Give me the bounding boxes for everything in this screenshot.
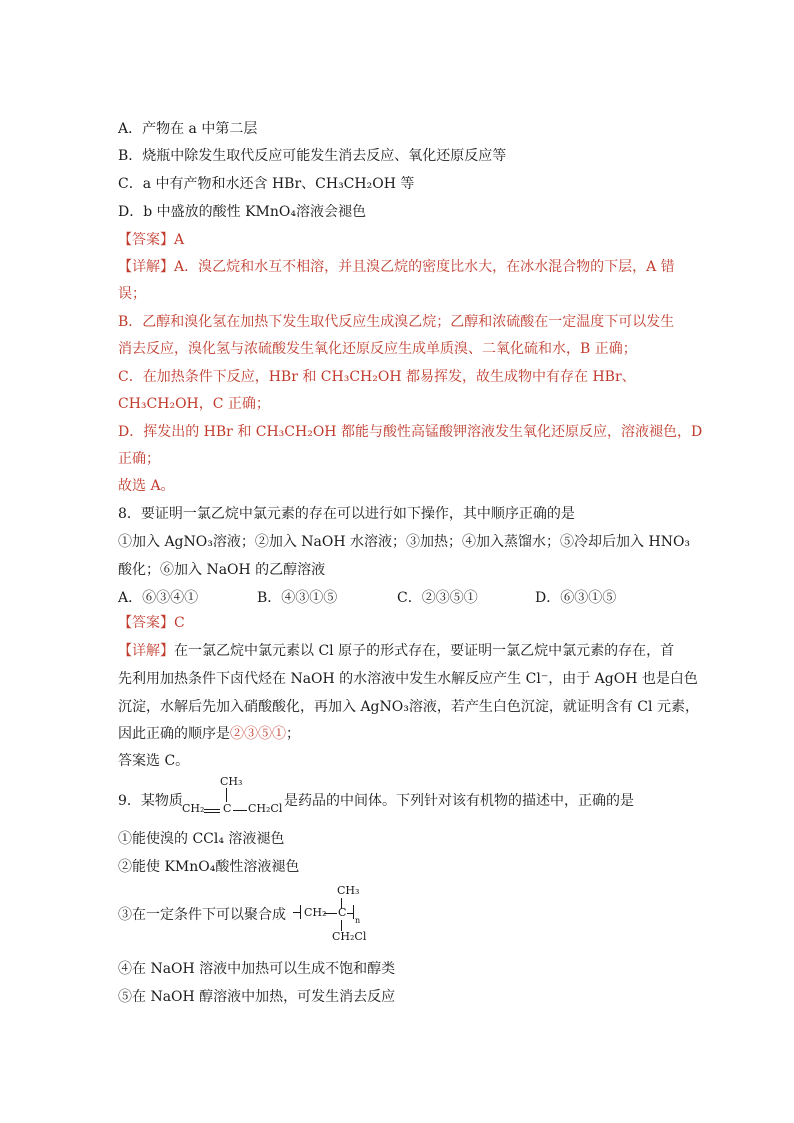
answer-tag: 【答案】 bbox=[118, 232, 174, 248]
q7-option-d: D．b 中盛放的酸性 KMnO₄溶液会褪色 bbox=[118, 204, 366, 220]
bond bbox=[324, 913, 337, 914]
q7-option-a: A．产物在 a 中第二层 bbox=[118, 121, 258, 137]
q9-item-2: ②能使 KMnO₄酸性溶液褪色 bbox=[118, 859, 300, 875]
q8-answer-line bbox=[118, 614, 185, 632]
q9-item-4: ④在 NaOH 溶液中加热可以生成不饱和醇类 bbox=[118, 961, 396, 977]
analysis-text: ； bbox=[286, 726, 300, 742]
bond bbox=[226, 788, 227, 802]
q7-analysis-line bbox=[118, 258, 675, 276]
bracket-right bbox=[353, 905, 354, 919]
carbon-atom: C bbox=[338, 906, 347, 919]
q8-option-b: B．④③①⑤ bbox=[257, 590, 338, 606]
q8-analysis-line bbox=[118, 725, 300, 743]
bracket-left bbox=[300, 905, 301, 919]
analysis-tag: 【详解】 bbox=[118, 643, 174, 659]
analysis-tag: 【详解】 bbox=[118, 259, 174, 275]
q7-analysis-line: 正确； bbox=[118, 451, 160, 467]
q8-analysis-line bbox=[118, 642, 674, 660]
q7-analysis-line: 误； bbox=[118, 286, 146, 302]
answer-value: A bbox=[174, 232, 185, 248]
methyl-group: CH₃ bbox=[220, 775, 243, 788]
q9-stem-suffix: 是药品的中间体。下列针对该有机物的描述中，正确的是 bbox=[284, 793, 634, 809]
q8-steps-line-2: 酸化；⑥加入 NaOH 的乙醇溶液 bbox=[118, 562, 326, 578]
methyl-group: CH₃ bbox=[337, 884, 360, 897]
answer-value: C bbox=[174, 615, 185, 631]
q7-option-b: B．烧瓶中除发生取代反应可能发生消去反应、氧化还原反应等 bbox=[118, 148, 507, 164]
q7-answer-line bbox=[118, 231, 184, 249]
ch2cl-group: CH₂Cl bbox=[332, 930, 367, 943]
q7-analysis-line: B．乙醇和溴化氢在加热下发生取代反应生成溴乙烷；乙醇和浓硫酸在一定温度下可以发生 bbox=[118, 314, 675, 330]
analysis-text: 因此正确的顺序是 bbox=[118, 726, 230, 742]
q8-analysis-line: 沉淀，水解后先加入硝酸酸化，再加入 AgNO₃溶液，若产生白色沉淀，就证明含有 Cl 元素， bbox=[118, 699, 699, 715]
q7-conclusion: 故选 A。 bbox=[118, 478, 175, 494]
q8-steps-line-1: ①加入 AgNO₃溶液；②加入 NaOH 水溶液；③加热；④加入蒸馏水；⑤冷却后加入 HNO₃ bbox=[118, 534, 691, 550]
q8-analysis-line: 先利用加热条件下卤代烃在 NaOH 的水溶液中发生水解反应产生 Cl⁻，由于 AgOH 也是白色 bbox=[118, 671, 698, 687]
structural-formula-1 bbox=[180, 775, 285, 815]
q9-item-3: ③在一定条件下可以聚合成 bbox=[118, 907, 286, 923]
q8-option-d: D．⑥③①⑤ bbox=[535, 590, 617, 606]
correct-order: ②③⑤① bbox=[230, 726, 286, 742]
q9-item-5: ⑤在 NaOH 醇溶液中加热，可发生消去反应 bbox=[118, 989, 396, 1005]
ch2-group: CH₂ bbox=[182, 802, 205, 815]
analysis-text: A．溴乙烷和水互不相溶，并且溴乙烷的密度比水大，在冰水混合物的下层，A 错 bbox=[174, 259, 675, 275]
double-bond bbox=[204, 812, 220, 813]
analysis-text: 在一氯乙烷中氯元素以 Cl 原子的形式存在，要证明一氯乙烷中氯元素的存在，首 bbox=[174, 643, 675, 659]
q8-option-a: A．⑥③④① bbox=[118, 590, 199, 606]
q8-option-c: C．②③⑤① bbox=[397, 590, 478, 606]
structural-formula-2 bbox=[283, 883, 367, 945]
polymer-n: n bbox=[355, 916, 361, 925]
q7-analysis-line: CH₃CH₂OH，C 正确； bbox=[118, 396, 270, 412]
bond bbox=[233, 810, 247, 811]
q7-analysis-line: D．挥发出的 HBr 和 CH₃CH₂OH 都能与酸性高锰酸钾溶液发生氧化还原反应，溶液褪色，D bbox=[118, 424, 703, 440]
q8-conclusion: 答案选 C。 bbox=[118, 753, 190, 769]
q8-options bbox=[118, 589, 638, 607]
q9-item-1: ①能使溴的 CCl₄ 溶液褪色 bbox=[118, 831, 285, 847]
ch2-group: CH₂ bbox=[304, 906, 327, 919]
q7-option-c: C．a 中有产物和水还含 HBr、CH₃CH₂OH 等 bbox=[118, 176, 415, 192]
answer-tag: 【答案】 bbox=[118, 615, 174, 631]
double-bond bbox=[204, 809, 220, 810]
q7-analysis-line: C．在加热条件下反应，HBr 和 CH₃CH₂OH 都易挥发，故生成物中有存在 HBr、 bbox=[118, 369, 636, 385]
bond bbox=[293, 912, 300, 913]
q9-stem-prefix: 9．某物质 bbox=[118, 793, 183, 809]
ch2cl-group: CH₂Cl bbox=[248, 802, 283, 815]
carbon-atom: C bbox=[223, 802, 232, 815]
q8-stem: 8．要证明一氯乙烷中氯元素的存在可以进行如下操作，其中顺序正确的是 bbox=[118, 506, 575, 522]
q7-analysis-line: 消去反应，溴化氢与浓硫酸发生氧化还原反应生成单质溴、二氧化硫和水，B 正确； bbox=[118, 341, 637, 357]
